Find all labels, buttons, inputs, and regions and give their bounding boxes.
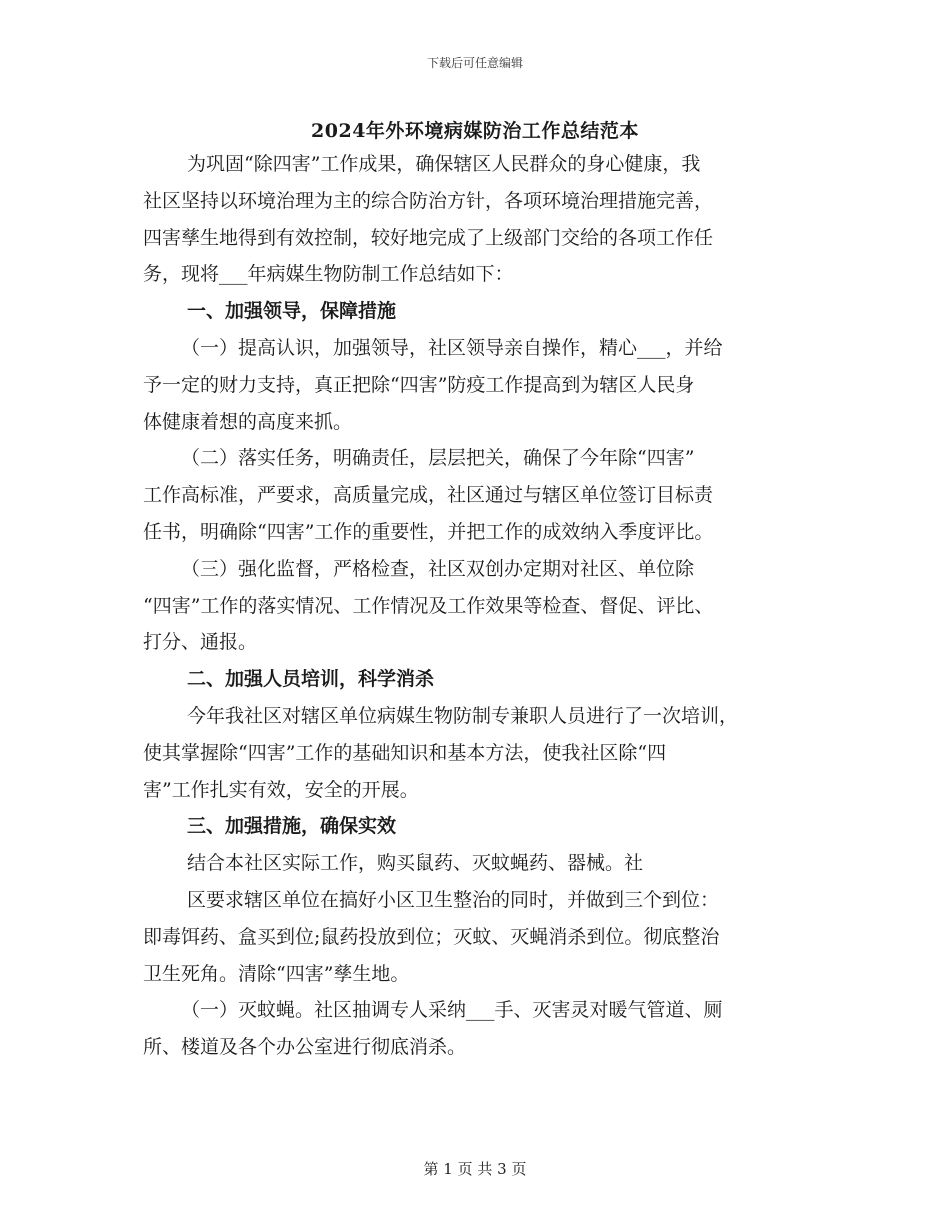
- paragraph-line: 结合本社区实际工作，购买鼠药、灭蚊蝇药、器械。社: [187, 852, 644, 875]
- header-note: 下载后可任意编辑: [426, 56, 523, 70]
- paragraph-line: 区要求辖区单位在搞好小区卫生整治的同时，并做到三个到位：: [187, 888, 720, 911]
- paragraph-line: 打分、通报。: [143, 631, 258, 654]
- paragraph-line: 务，现将___年病媒生物防制工作总结如下：: [143, 263, 514, 286]
- document-body: [143, 146, 813, 1066]
- paragraph-line: （三）强化监督，严格检查，社区双创办定期对社区、单位除: [181, 557, 695, 580]
- paragraph-line: 所、楼道及各个办公室进行彻底消杀。: [143, 1036, 467, 1059]
- paragraph-line: 卫生死角。清除“四害”孳生地。: [143, 962, 410, 985]
- document-title: 2024年外环境病媒防治工作总结范本: [311, 120, 639, 142]
- paragraph-line: 今年我社区对辖区单位病媒生物防制专兼职人员进行了一次培训，: [187, 704, 739, 727]
- section-heading-2: 二、加强人员培训，科学消杀: [187, 668, 435, 691]
- page-number: 第 1 页 共 3 页: [423, 1160, 527, 1178]
- paragraph-line: 四害孳生地得到有效控制，较好地完成了上级部门交给的各项工作任: [143, 226, 714, 249]
- paragraph-line: 工作高标准，严要求，高质量完成，社区通过与辖区单位签订目标责: [143, 484, 714, 507]
- paragraph-line: “四害”工作的落实情况、工作情况及工作效果等检查、督促、评比、: [143, 594, 714, 617]
- paragraph-line: 予一定的财力支持，真正把除“四害”防疫工作提高到为辖区人民身: [143, 373, 695, 396]
- paragraph-line: 使其掌握除“四害”工作的基础知识和基本方法，使我社区除“四: [143, 741, 667, 764]
- paragraph-line: 社区坚持以环境治理为主的综合防治方针，各项环境治理措施完善，: [143, 189, 714, 212]
- paragraph-line: 害”工作扎实有效，安全的开展。: [143, 778, 419, 801]
- paragraph-line: （二）落实任务，明确责任，层层把关，确保了今年除“四害”: [181, 447, 695, 470]
- section-heading-3: 三、加强措施，确保实效: [187, 815, 397, 838]
- paragraph-line: 体健康着想的高度来抓。: [143, 410, 353, 433]
- paragraph-line: （一）灭蚊蝇。社区抽调专人采纳___手、灭害灵对暖气管道、厕: [181, 999, 723, 1022]
- paragraph-line: （一）提高认识，加强领导，社区领导亲自操作，精心___，并给: [181, 336, 723, 359]
- paragraph-line: 任书，明确除“四害”工作的重要性，并把工作的成效纳入季度评比。: [143, 520, 714, 543]
- paragraph-line: 为巩固“除四害”工作成果，确保辖区人民群众的身心健康，我: [187, 153, 701, 175]
- paragraph-line: 即毒饵药、盒买到位;鼠药投放到位；灭蚊、灭蝇消杀到位。彻底整治: [143, 925, 720, 948]
- section-heading-1: 一、加强领导，保障措施: [187, 300, 397, 323]
